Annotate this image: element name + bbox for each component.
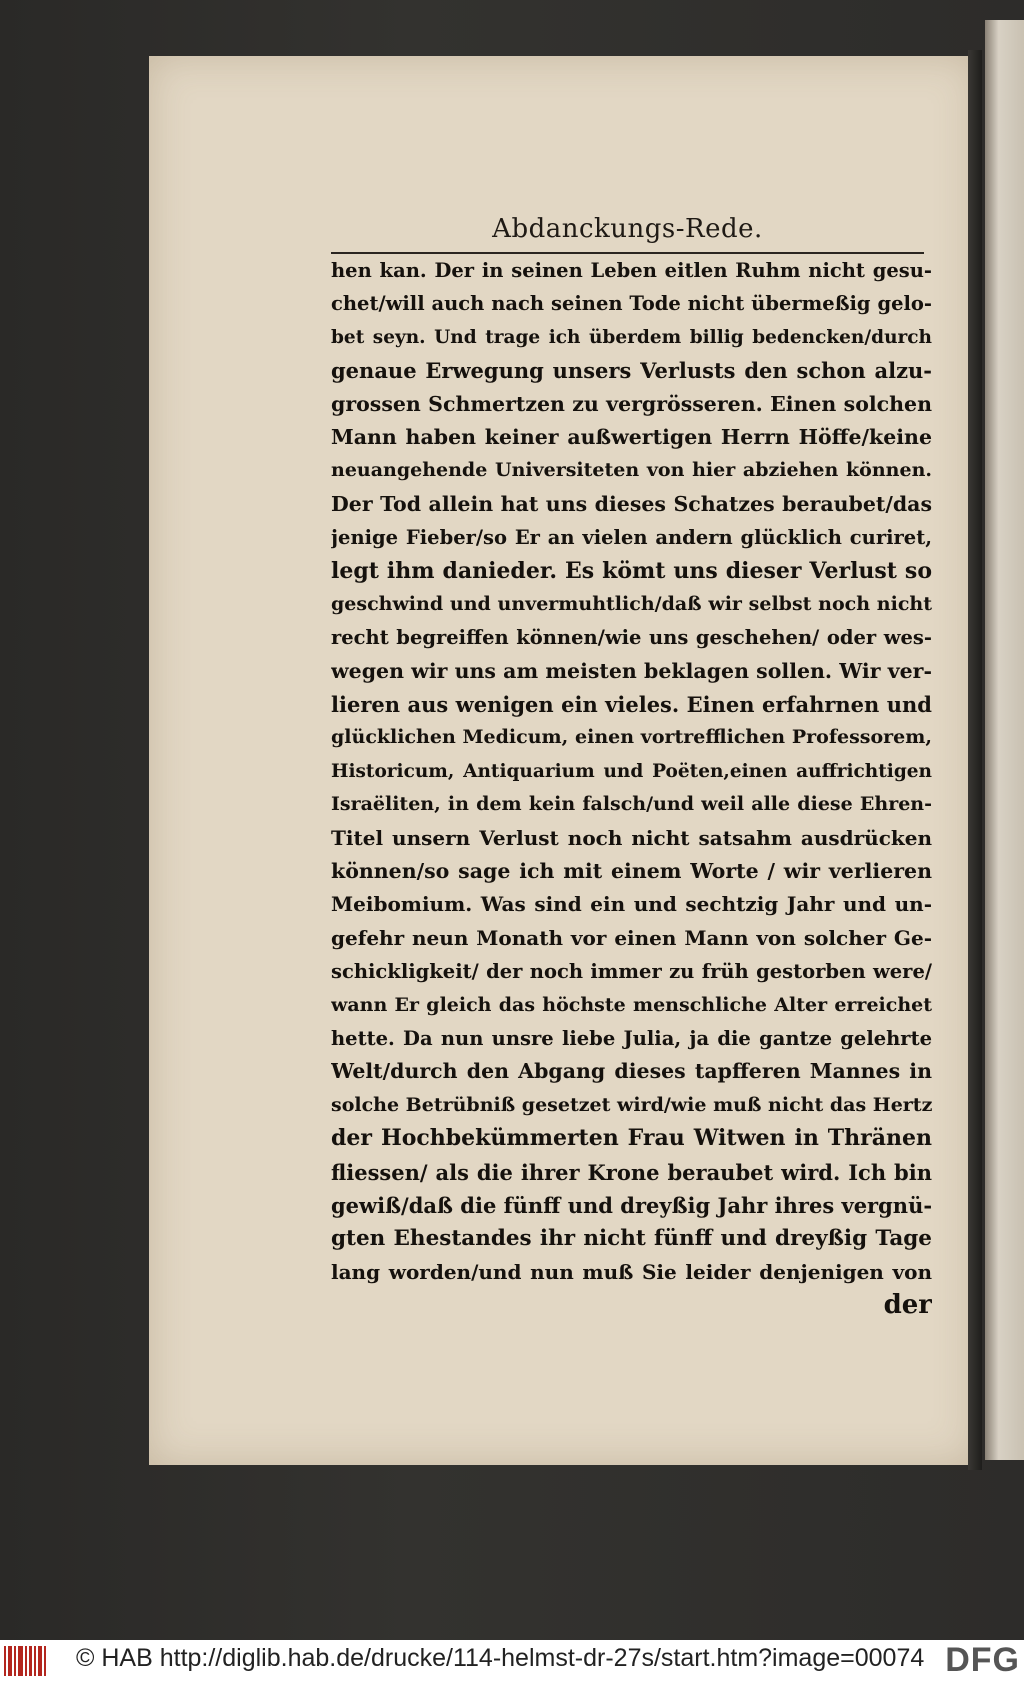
text-line: jenige Fieber/so Er an vielen andern glücklich curiret, <box>331 526 932 550</box>
running-head: Abdanckungs-Rede. <box>492 214 763 244</box>
body-text <box>331 254 932 1323</box>
text-line: geschwind und unvermuhtlich/daß wir selbst noch nicht <box>331 592 932 615</box>
text-line: genaue Erwegung unsers Verlusts den schon alzu- <box>331 358 932 384</box>
text-line: lieren aus wenigen ein vieles. Einen erfahrnen und <box>331 692 932 718</box>
hab-barcode-icon <box>4 1646 46 1676</box>
text-line: recht begreiffen können/wie uns geschehen/ oder wes- <box>331 626 932 650</box>
text-line: Meibomium. Was sind ein und sechtzig Jahr und un- <box>331 892 932 917</box>
text-line: wegen wir uns am meisten beklagen sollen. Wir ver- <box>331 658 932 683</box>
text-line: bet seyn. Und trage ich überdem billig bedencken/durch <box>331 326 932 348</box>
catchword: der <box>883 1290 932 1321</box>
text-line: gten Ehestandes ihr nicht fünff und dreyßig Tage <box>331 1226 932 1252</box>
book-gutter <box>968 50 982 1470</box>
text-line: Mann haben keiner außwertigen Herrn Höffe/keine <box>331 424 932 449</box>
text-line: glücklichen Medicum, einen vortrefflichen Professorem, <box>331 726 932 749</box>
text-line: gefehr neun Monath vor einen Mann von solcher Ge- <box>331 925 932 950</box>
dfg-logo: DFG <box>945 1641 1020 1679</box>
text-line: grossen Schmertzen zu vergrösseren. Einen solchen <box>331 391 932 416</box>
text-line: hen kan. Der in seinen Leben eitlen Ruhm nicht gesu- <box>331 259 932 282</box>
text-line: solche Betrübniß gesetzet wird/wie muß nicht das Hertz <box>331 1093 932 1116</box>
facing-page-edge <box>985 20 1024 1460</box>
viewer-footer <box>0 1640 1024 1683</box>
text-line: Der Tod allein hat uns dieses Schatzes beraubet/das <box>331 491 932 516</box>
text-line: der Hochbekümmerten Frau Witwen in Thränen <box>331 1125 932 1152</box>
text-line: neuangehende Universiteten von hier abziehen können. <box>331 459 932 482</box>
text-line: legt ihm danieder. Es kömt uns dieser Verlust so <box>331 557 932 584</box>
text-line: Titel unsern Verlust noch nicht satsahm ausdrücken <box>331 825 932 850</box>
text-line: Israëliten, in dem kein falsch/und weil alle diese Ehren- <box>331 793 932 816</box>
text-line: können/so sage ich mit einem Worte / wir verlieren <box>331 859 932 884</box>
copyright-link[interactable]: © HAB http://diglib.hab.de/drucke/114-helmst-dr-27s/start.htm?image=00074 <box>76 1644 925 1672</box>
text-line: fliessen/ als die ihrer Krone beraubet wird. Ich bin <box>331 1159 932 1185</box>
text-line: Welt/durch den Abgang dieses tapfferen Mannes in <box>331 1059 932 1084</box>
text-line: chet/will auch nach seinen Tode nicht übermeßig gelo- <box>331 292 932 316</box>
text-line: Historicum, Antiquarium und Poëten,einen auffrichtigen <box>331 760 932 782</box>
text-line: hette. Da nun unsre liebe Julia, ja die gantze gelehrte <box>331 1026 932 1050</box>
page-header <box>331 212 924 254</box>
text-line: lang worden/und nun muß Sie leider denjenigen von <box>331 1259 932 1284</box>
text-line: wann Er gleich das höchste menschliche Alter erreichet <box>331 993 932 1016</box>
text-line: gewiß/daß die fünff und dreyßig Jahr ihres vergnü- <box>331 1192 932 1218</box>
text-line: schickligkeit/ der noch immer zu früh gestorben were/ <box>331 960 932 984</box>
